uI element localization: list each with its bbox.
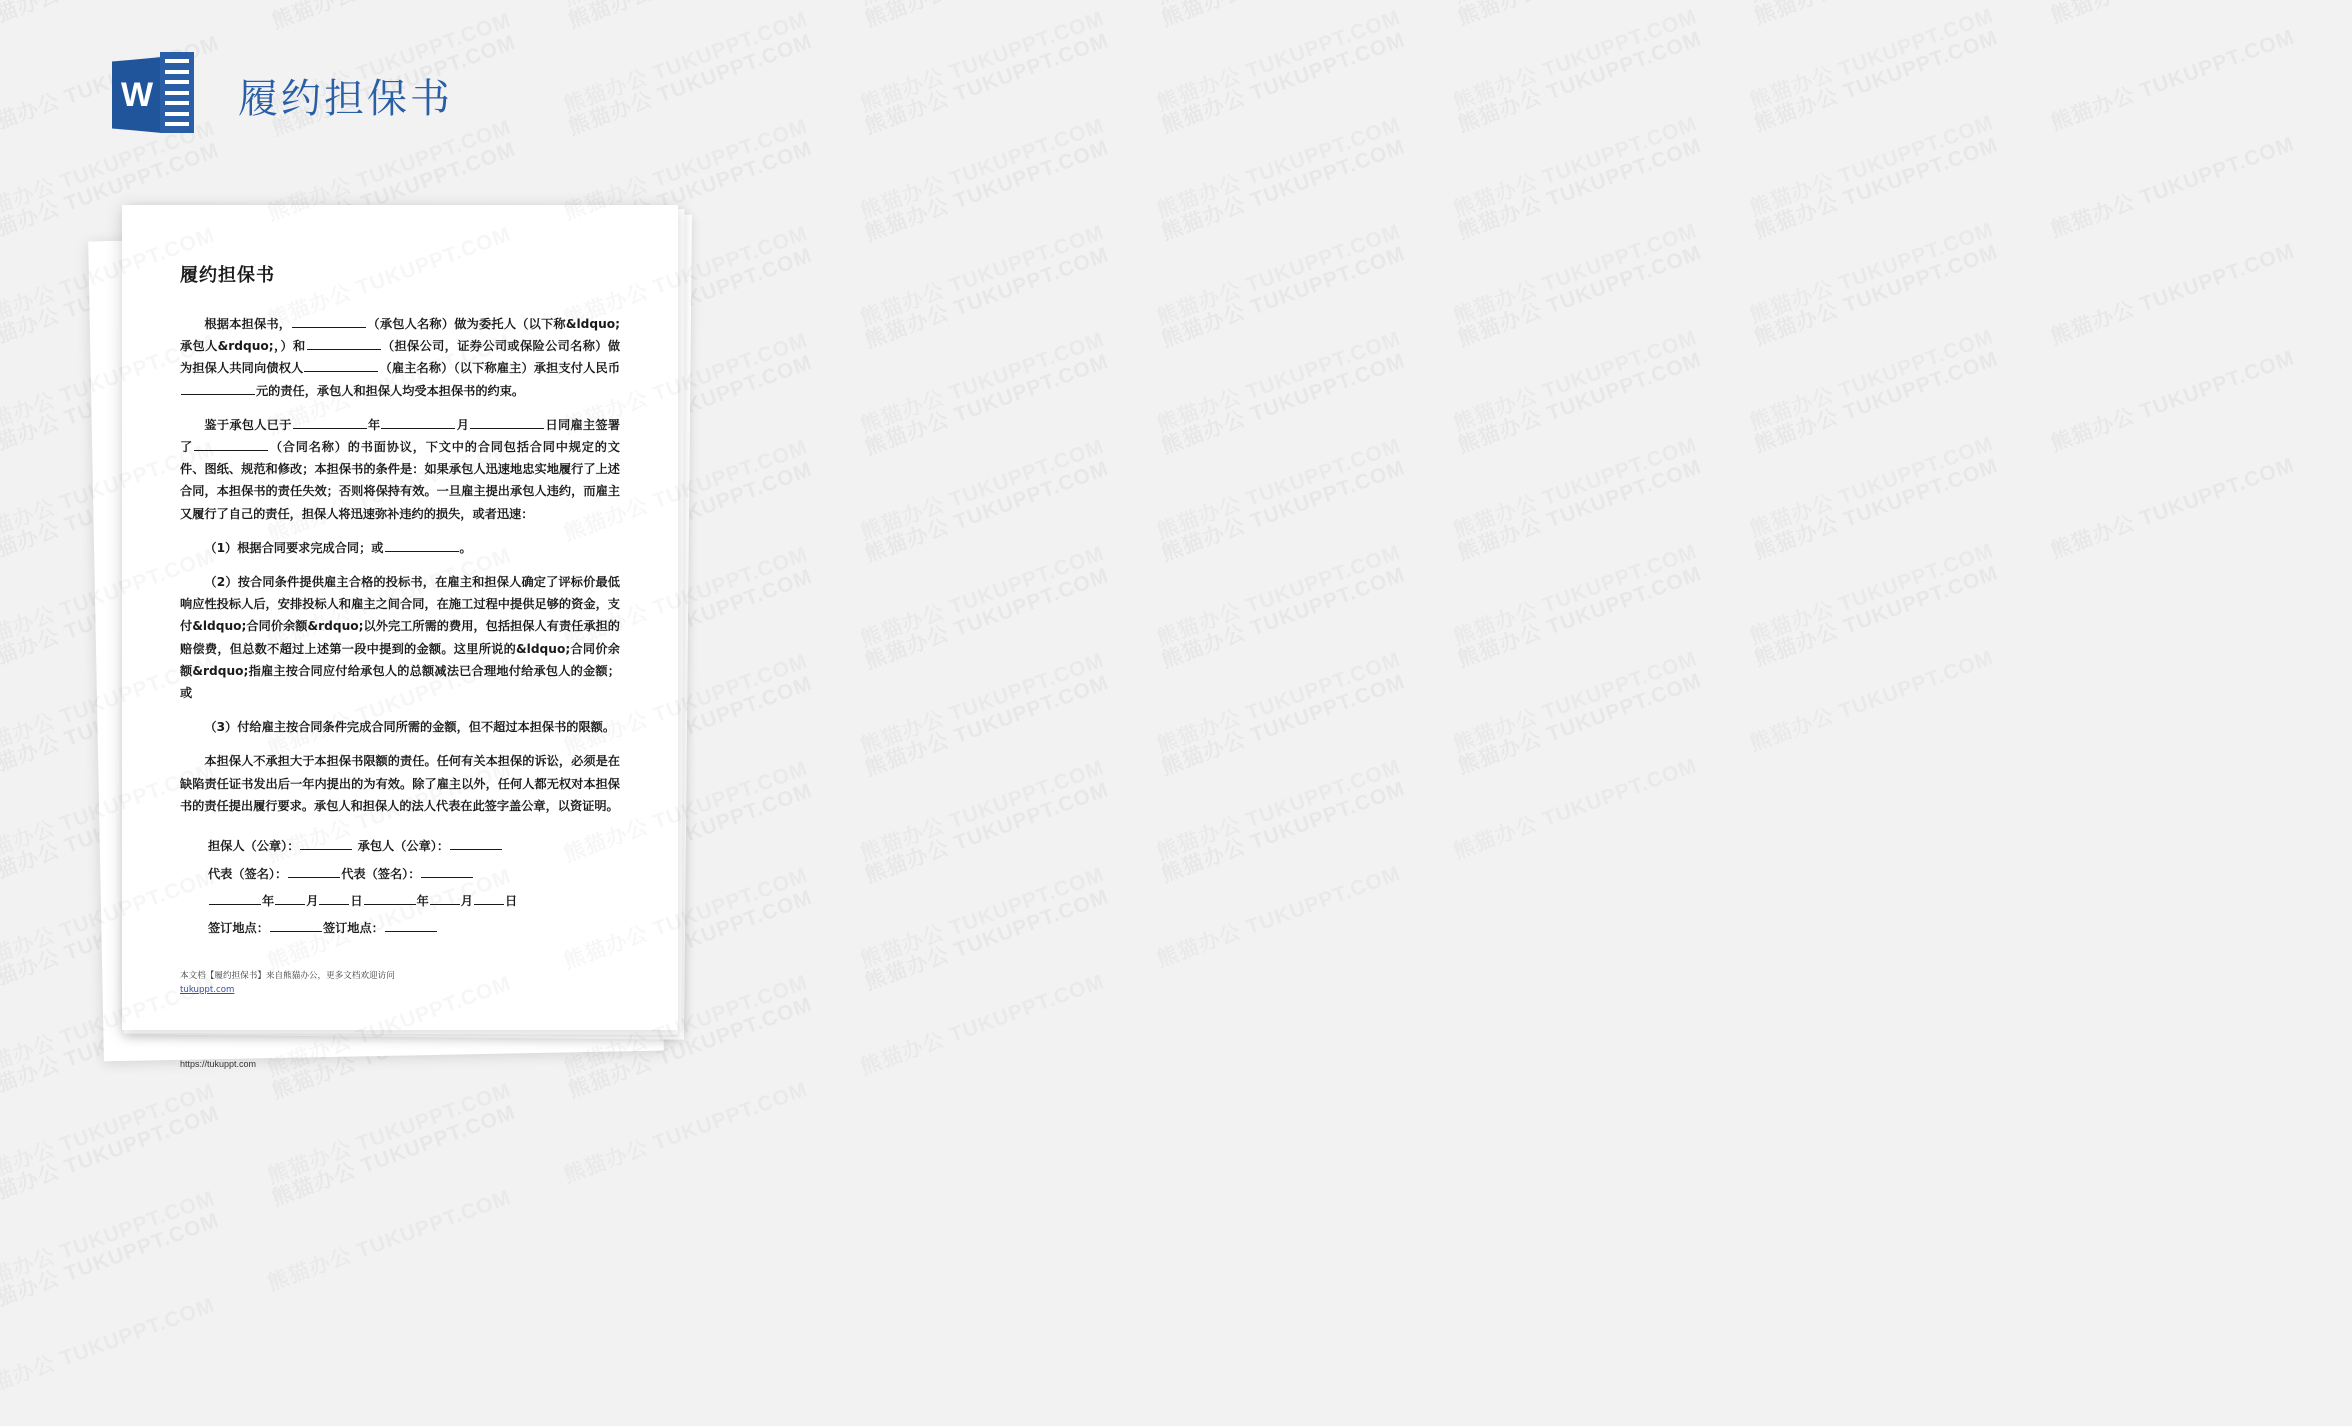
- watermark-text: [1450, 754, 1700, 864]
- paragraph-text: （1）根据合同要求完成合同；或: [204, 540, 384, 555]
- watermark-text: [1154, 0, 1404, 9]
- footer-site-link[interactable]: tukuppt.com: [180, 985, 235, 996]
- watermark-text: [1751, 454, 2001, 564]
- watermark-text: [0, 1102, 222, 1212]
- watermark-text: [2048, 25, 2298, 135]
- watermark-text: [2048, 346, 2298, 456]
- watermark-text: [1747, 432, 1997, 542]
- watermark-text: [1455, 134, 1705, 244]
- signature-block: [180, 833, 620, 943]
- watermark-text: [1747, 325, 1997, 435]
- watermark-text: [1747, 111, 1997, 221]
- document-paragraph: [180, 414, 620, 525]
- fill-in-blank[interactable]: [319, 891, 349, 905]
- watermark-text: [1751, 133, 2001, 243]
- document-footer-note: [180, 969, 620, 997]
- watermark-text: [857, 649, 1107, 759]
- word-icon-line: [165, 59, 189, 63]
- watermark-text: [1747, 0, 1997, 7]
- watermark-text: [1450, 326, 1700, 436]
- paragraph-text: （雇主名称）（以下称雇主）承担支付人民币: [379, 361, 621, 376]
- fill-in-blank[interactable]: [381, 415, 455, 429]
- watermark-text: [857, 756, 1107, 866]
- fill-in-blank[interactable]: [304, 359, 378, 373]
- watermark-text: [862, 243, 1112, 353]
- watermark-text: [857, 542, 1107, 652]
- word-icon-line: [165, 122, 189, 126]
- watermark-text: [1751, 561, 2001, 671]
- paragraph-text: （担保公司，证券公司或保险公司名称）做为担保人共同向债权人: [180, 339, 621, 376]
- watermark-text: [1154, 434, 1404, 544]
- fill-in-blank[interactable]: [194, 437, 268, 451]
- watermark-text: [1450, 112, 1700, 222]
- word-icon-line: [165, 101, 189, 105]
- paragraph-text: 代表（签名）：: [208, 866, 288, 881]
- watermark-text: [1455, 241, 1705, 351]
- watermark-row: [0, 1141, 639, 1402]
- watermark-text: [1158, 563, 1408, 673]
- watermark-text: [857, 328, 1107, 438]
- word-document-icon: [112, 52, 194, 138]
- watermark-text: [1154, 755, 1404, 865]
- fill-in-blank[interactable]: [275, 891, 305, 905]
- watermark-text: [862, 29, 1112, 139]
- watermark-text: [1455, 348, 1705, 458]
- watermark-text: [2048, 132, 2298, 242]
- watermark-text: [2048, 239, 2298, 349]
- watermark-text: [1747, 646, 1997, 756]
- paragraph-text: 日: [350, 893, 363, 908]
- watermark-text: [1747, 4, 1997, 114]
- watermark-text: [1450, 0, 1700, 8]
- watermark-text: [1158, 28, 1408, 138]
- watermark-text: [1751, 240, 2001, 350]
- signature-line: [208, 915, 620, 942]
- word-icon-line: [165, 91, 189, 95]
- paragraph-text: 年: [367, 417, 381, 432]
- watermark-text: [857, 863, 1107, 973]
- word-icon-line: [165, 112, 189, 116]
- document-paragraph: [180, 750, 620, 817]
- watermark-text: [1158, 670, 1408, 780]
- watermark-text: [1455, 562, 1705, 672]
- watermark-text: [1450, 433, 1700, 543]
- fill-in-blank[interactable]: [421, 864, 473, 878]
- paragraph-text: 代表（签名）：: [341, 866, 421, 881]
- watermark-text: [1158, 0, 1408, 31]
- watermark-text: [0, 1187, 218, 1297]
- paragraph-text: （承包人名称）做为委托人（以下称&ldquo;承包人&rdquo;，）和: [180, 317, 620, 354]
- watermark-text: [1751, 347, 2001, 457]
- watermark-text: [862, 0, 1112, 32]
- page-header: [0, 0, 800, 190]
- watermark-text: [0, 1209, 222, 1319]
- watermark-text: [1751, 0, 2001, 29]
- watermark-text: [1747, 218, 1997, 328]
- document-paragraph: [180, 571, 620, 704]
- watermark-text: [265, 1186, 515, 1296]
- paragraph-text: 签订地点：: [322, 921, 384, 936]
- fill-in-blank[interactable]: [470, 415, 544, 429]
- document-title: 履约担保书: [180, 265, 275, 286]
- watermark-text: [857, 435, 1107, 545]
- footer-note-text: 本文档【履约担保书】来自熊猫办公，更多文档欢迎访问: [180, 970, 395, 981]
- fill-in-blank[interactable]: [209, 891, 261, 905]
- fill-in-blank[interactable]: [181, 381, 255, 395]
- fill-in-blank[interactable]: [300, 836, 352, 850]
- watermark-text: [2048, 0, 2298, 28]
- document-paragraph: [180, 537, 620, 559]
- paragraph-text: 日同雇主签署了: [180, 417, 621, 455]
- watermark-text: [862, 136, 1112, 246]
- watermark-text: [857, 7, 1107, 117]
- watermark-text: [1450, 5, 1700, 115]
- watermark-text: [0, 1080, 218, 1190]
- word-icon-line: [165, 70, 189, 74]
- watermark-text: [2048, 453, 2298, 563]
- paragraph-text: 鉴于承包人已于: [204, 417, 292, 432]
- word-icon-line: [165, 80, 189, 84]
- watermark-text: [1455, 669, 1705, 779]
- paragraph-text: 元的责任，承包人和担保人均受本担保书的约束。: [256, 383, 525, 398]
- document-page[interactable]: [122, 205, 678, 1070]
- watermark-text: [1158, 242, 1408, 352]
- watermark-text: [1747, 539, 1997, 649]
- paragraph-text: 承包人（公章）：: [353, 839, 450, 854]
- watermark-text: [1154, 113, 1404, 223]
- watermark-text: [862, 778, 1112, 888]
- paragraph-text: 日: [504, 893, 518, 908]
- watermark-text: [1455, 27, 1705, 137]
- paragraph-text: 月: [460, 893, 473, 908]
- watermark-text: [862, 671, 1112, 781]
- watermark-text: [857, 0, 1107, 10]
- paragraph-text: 根据本担保书，: [204, 317, 292, 331]
- paragraph-text: （2）按合同条件提供雇主合格的投标书，在雇主和担保人确定了评标价最低响应性投标人后，安排投标人和雇主之间合同，在施工过程中提供足够的资金，支付&ldquo;合同价余额&rdquo;以外完工所需的费用，包括担保人有责任承担的赔偿费，但总数不超过上述第一段中提到的金额。这里所说的&ldquo;合同价余额&rdquo;指雇主按合同应付给承包人的总额减法已合理地付给承包人的金额；或: [180, 575, 620, 701]
- fill-in-blank[interactable]: [292, 314, 366, 328]
- watermark-text: [1154, 6, 1404, 116]
- paragraph-text: 月: [306, 893, 319, 908]
- watermark-text: [1154, 862, 1404, 972]
- document-paragraph: [180, 313, 620, 402]
- document-paragraphs: [180, 313, 620, 817]
- paragraph-text: （合同名称）的书面协议，下文中的合同包括合同中规定的文件、图纸、规范和修改；本担保书的条件是：如果承包人迅速地忠实地履行了上述合同，本担保书的责任失效；否则将保持有效。一旦雇主提出承包人违约，而雇主又履行了自己的责任，担保人将迅速弥补违约的损失，或者迅速：: [180, 440, 620, 521]
- watermark-text: [862, 885, 1112, 995]
- paragraph-text: 年: [262, 893, 275, 908]
- document-footer-url: https://tukuppt.com: [180, 1059, 257, 1070]
- fill-in-blank[interactable]: [474, 891, 504, 905]
- fill-in-blank[interactable]: [288, 864, 340, 878]
- watermark-text: [857, 221, 1107, 331]
- watermark-text: [1450, 540, 1700, 650]
- watermark-text: [1751, 26, 2001, 136]
- watermark-text: [1154, 327, 1404, 437]
- paragraph-text: 。: [459, 540, 472, 555]
- fill-in-blank[interactable]: [293, 415, 367, 429]
- paragraph-text: 本担保人不承担大于本担保书限额的责任。任何有关本担保的诉讼，必须是在缺陷责任证书发出后一年内提出的为有效。除了雇主以外，任何人都无权对本担保书的责任提出履行要求。承包人和担保人的法人代表在此签字盖公章，以资证明。: [180, 754, 620, 813]
- watermark-text: [857, 970, 1107, 1080]
- paragraph-text: 年: [416, 893, 429, 908]
- document-paragraph: [180, 716, 620, 738]
- watermark-text: [1154, 541, 1404, 651]
- watermark-text: [862, 457, 1112, 567]
- paragraph-text: （3）付给雇主按合同条件完成合同所需的金额，但不超过本担保书的限额。: [204, 720, 616, 735]
- watermark-text: [0, 1294, 218, 1404]
- paragraph-text: 月: [456, 417, 470, 432]
- signature-line: [208, 861, 620, 888]
- signature-line: [208, 888, 620, 915]
- watermark-text: [1158, 777, 1408, 887]
- watermark-text: [1455, 455, 1705, 565]
- fill-in-blank[interactable]: [385, 919, 437, 933]
- watermark-text: [862, 564, 1112, 674]
- watermark-text: [1158, 456, 1408, 566]
- watermark-text: [862, 350, 1112, 460]
- fill-in-blank[interactable]: [270, 919, 322, 933]
- fill-in-blank[interactable]: [307, 336, 381, 350]
- watermark-text: [265, 1079, 515, 1189]
- watermark-text: [1154, 648, 1404, 758]
- word-icon-lines-panel: [160, 52, 194, 133]
- paragraph-text: 签订地点：: [208, 921, 269, 936]
- watermark-row: [0, 1034, 639, 1295]
- watermark-text: [1154, 220, 1404, 330]
- watermark-text: [269, 1101, 519, 1211]
- page-title: 履约担保书: [238, 75, 453, 122]
- watermark-text: [857, 114, 1107, 224]
- document-body: [180, 261, 620, 1069]
- watermark-text: [1158, 135, 1408, 245]
- paragraph-text: 担保人（公章）：: [208, 839, 300, 854]
- fill-in-blank[interactable]: [450, 836, 502, 850]
- fill-in-blank[interactable]: [430, 891, 460, 905]
- fill-in-blank[interactable]: [385, 538, 459, 552]
- watermark-text: [561, 1078, 811, 1188]
- watermark-text: [1450, 219, 1700, 329]
- watermark-text: [1450, 647, 1700, 757]
- word-icon-letter: W: [120, 76, 154, 114]
- watermark-text: [1158, 349, 1408, 459]
- watermark-text: [1455, 0, 1705, 30]
- signature-line: [208, 833, 620, 860]
- fill-in-blank[interactable]: [364, 891, 416, 905]
